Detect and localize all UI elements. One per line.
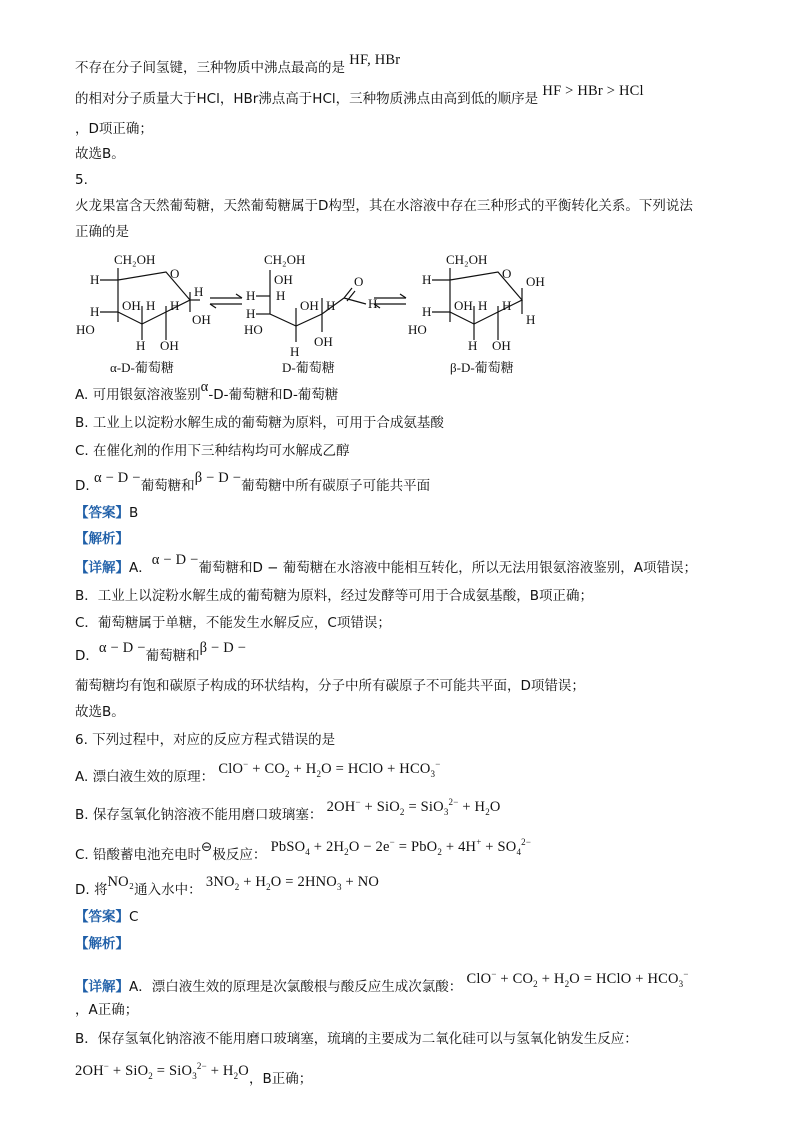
- q5-detail-a-formula: α − D −: [151, 552, 199, 568]
- q5-stem-1: 火龙果富含天然葡萄糖，天然葡萄糖属于D构型，其在水溶液中存在三种形式的平衡转化关系。下列说法: [75, 198, 693, 214]
- q6-detail-a-text: A．漂白液生效的原理是次氯酸根与酸反应生成次氯酸：: [129, 978, 463, 995]
- alpha-h1: H: [90, 272, 100, 287]
- q6-option-a-equation: $ClO^- + CO_2 + H_2O$ = HClO + $HCO_3^-$: [218, 759, 441, 779]
- chain-h5: H: [368, 296, 378, 311]
- q5-answer: [75, 503, 138, 523]
- q5-number: 5.: [75, 172, 88, 188]
- alpha-ch2oh: CH₂OH: [114, 252, 156, 267]
- q5-detail-b: B．工业上以淀粉水解生成的葡萄糖为原料，经过发酵等可用于合成氨基酸，B项正确；: [75, 588, 594, 604]
- q5-option-d: [75, 470, 431, 496]
- alpha-h2: H: [90, 304, 100, 319]
- q6-answer: [75, 907, 138, 927]
- q5-detail-d: [75, 640, 247, 666]
- q5-option-b: B. 工业上以淀粉水解生成的葡萄糖为原料，可用于合成氨基酸: [75, 415, 444, 431]
- q6-option-a-pre: A. 漂白液生效的原理：: [75, 768, 215, 785]
- chain-h6: H: [290, 344, 300, 359]
- q5-detail-c: C．葡萄糖属于单糖，不能发生水解反应，C项错误；: [75, 615, 391, 631]
- q6-option-d-pre: D. 将: [75, 882, 108, 898]
- chain-oh1: OH: [274, 272, 293, 287]
- q5-option-a-greek: α: [200, 379, 209, 395]
- alpha-h5: H: [194, 284, 204, 299]
- q6-analysis-tag: [75, 934, 129, 954]
- chain-ch2oh: CH₂OH: [264, 252, 306, 267]
- q5-analysis-tag: [75, 529, 129, 549]
- q5-detail-a-pre: A．: [129, 560, 152, 576]
- beta-ring-o: O: [502, 266, 512, 281]
- chain-oh2: OH: [300, 298, 319, 313]
- alpha-name: α-D-葡萄糖: [110, 360, 174, 375]
- chain-h1: H: [276, 288, 286, 303]
- q4-formula-1: HF, HBr: [349, 52, 401, 68]
- alpha-oh1: OH: [122, 298, 141, 313]
- q6-option-d-equation: $3NO_2 + H_2O = 2HNO_3$ + NO: [205, 874, 380, 892]
- q4-formula-2: HF > HBr > HCl: [542, 83, 644, 99]
- q5-option-d-mid: 葡萄糖和: [140, 478, 195, 494]
- q6-analysis-label: 【解析】: [75, 936, 129, 952]
- beta-h1: H: [422, 272, 432, 287]
- q6-detail-b: B．保存氢氧化钠溶液不能用磨口玻璃塞，琉璃的主要成为二氧化硅可以与氢氧化钠发生反应：: [75, 1031, 638, 1047]
- q5-option-d-f1: α − D −: [93, 470, 141, 486]
- q5-detail-d-mid: 葡萄糖和: [145, 648, 200, 664]
- q6-option-c-post: 极反应：: [212, 846, 267, 863]
- q6-detail-b-equation: $2OH^- + SiO_2 = SiO_3^{2-} + H_2O$: [75, 1061, 249, 1081]
- q5-stem-2: 正确的是: [75, 224, 129, 240]
- q6-detail-b-end: ，B正确；: [248, 1070, 313, 1087]
- beta-oh3: OH: [492, 338, 511, 353]
- q6-detail-b-line2: [75, 1061, 313, 1094]
- q6-detail-a-end: ，A正确；: [75, 1002, 139, 1018]
- q6-detail-a-equation: $ClO^- + CO_2 + H_2O$ = HClO + $HCO_3^-$: [466, 969, 689, 989]
- beta-h2: H: [422, 304, 432, 319]
- q6-detail-a: [75, 969, 689, 1002]
- q6-option-b-pre: B. 保存氢氧化钠溶液不能用磨口玻璃塞：: [75, 806, 323, 823]
- q4-line-4: 故选B。: [75, 146, 125, 162]
- beta-h3: H: [478, 298, 488, 313]
- chain-h2: H: [246, 288, 256, 303]
- q6-answer-tag: 【答案】: [75, 909, 129, 925]
- q6-option-b-equation: $2OH^- + SiO_2 = SiO_3^{2-} + H_2O$: [326, 797, 501, 817]
- beta-h5: H: [526, 312, 536, 327]
- chain-name: D-葡萄糖: [282, 360, 335, 375]
- q5-analysis-label: 【解析】: [75, 531, 129, 547]
- q6-option-c-negative-symbol: ⊖: [201, 838, 213, 855]
- q5-option-c: C. 在催化剂的作用下三种结构均可水解成乙醇: [75, 443, 350, 459]
- q5-detail-tag: 【详解】: [75, 560, 129, 576]
- q5-conclusion: 故选B。: [75, 704, 125, 720]
- q4-line-2: [75, 83, 644, 109]
- q5-detail-d-pre: D．: [75, 648, 99, 664]
- q4-line-1: [75, 52, 401, 78]
- beta-ch2oh: CH₂OH: [446, 252, 488, 267]
- q5-detail-d-f2: β − D −: [199, 640, 247, 656]
- q5-option-a-pre: A. 可用银氨溶液鉴别: [75, 387, 201, 403]
- chain-oh3: OH: [314, 334, 333, 349]
- q5-detail-a-post: 葡萄糖和D − 葡萄糖在水溶液中能相互转化，所以无法用银氨溶液鉴别，A项错误；: [198, 560, 697, 576]
- alpha-h3: H: [146, 298, 156, 313]
- alpha-h6: H: [136, 338, 146, 353]
- q4-line-3: ，D项正确；: [75, 121, 153, 137]
- q5-option-d-pre: D.: [75, 478, 90, 494]
- q6-answer-value: C: [129, 909, 139, 925]
- glucose-structures-diagram: [70, 244, 560, 378]
- beta-h6: H: [468, 338, 478, 353]
- q5-detail-a: [75, 552, 697, 578]
- q6-option-a: [75, 759, 441, 792]
- q6-option-c-equation: PbSO$_4$ + $2H_2O - 2e^- = PbO_2 + 4H^+ + SO_4^{2-}$: [270, 837, 532, 857]
- q6-option-c: [75, 837, 532, 870]
- chain-h3: H: [246, 306, 256, 321]
- alpha-ho: HO: [76, 322, 95, 337]
- q6-option-d-mid: 通入水中：: [134, 882, 202, 898]
- q5-option-d-post: 葡萄糖中所有碳原子可能共平面: [241, 478, 431, 494]
- beta-ho: HO: [408, 322, 427, 337]
- q4-text-2: 的相对分子质量大于HCl，HBr沸点高于HCl，三种物质沸点由高到低的顺序是: [75, 91, 539, 107]
- q5-option-a: [75, 379, 339, 405]
- q6-option-c-pre: C. 铅酸蓄电池充电时: [75, 846, 202, 863]
- q5-answer-value: B: [129, 505, 139, 521]
- beta-oh1: OH: [526, 274, 545, 289]
- alpha-oh2: OH: [192, 312, 211, 327]
- beta-oh2: OH: [454, 298, 473, 313]
- q6-option-b: [75, 797, 501, 830]
- q6-option-d-gas: NO₂: [107, 874, 135, 890]
- chain-o: O: [354, 274, 364, 289]
- alpha-oh3: OH: [160, 338, 179, 353]
- alpha-h4: H: [170, 298, 180, 313]
- q5-option-d-f2: β − D −: [194, 470, 242, 486]
- chain-h4: H: [326, 298, 336, 313]
- beta-h4: H: [502, 298, 512, 313]
- alpha-ring-o: O: [170, 266, 180, 281]
- q5-option-a-post: -D-葡萄糖和D-葡萄糖: [208, 387, 339, 403]
- q5-detail-d-f1: α − D −: [98, 640, 146, 656]
- q6-detail-tag: 【详解】: [75, 978, 129, 995]
- q5-answer-tag: 【答案】: [75, 505, 129, 521]
- q6-stem: 6. 下列过程中，对应的反应方程式错误的是: [75, 732, 336, 748]
- q5-detail-d-line2: 葡萄糖均有饱和碳原子构成的环状结构，分子中所有碳原子不可能共平面，D项错误；: [75, 678, 585, 694]
- q6-option-d: [75, 874, 380, 905]
- chain-ho: HO: [244, 322, 263, 337]
- beta-name: β-D-葡萄糖: [450, 360, 514, 375]
- q4-text-1: 不存在分子间氢键，三种物质中沸点最高的是: [75, 60, 345, 76]
